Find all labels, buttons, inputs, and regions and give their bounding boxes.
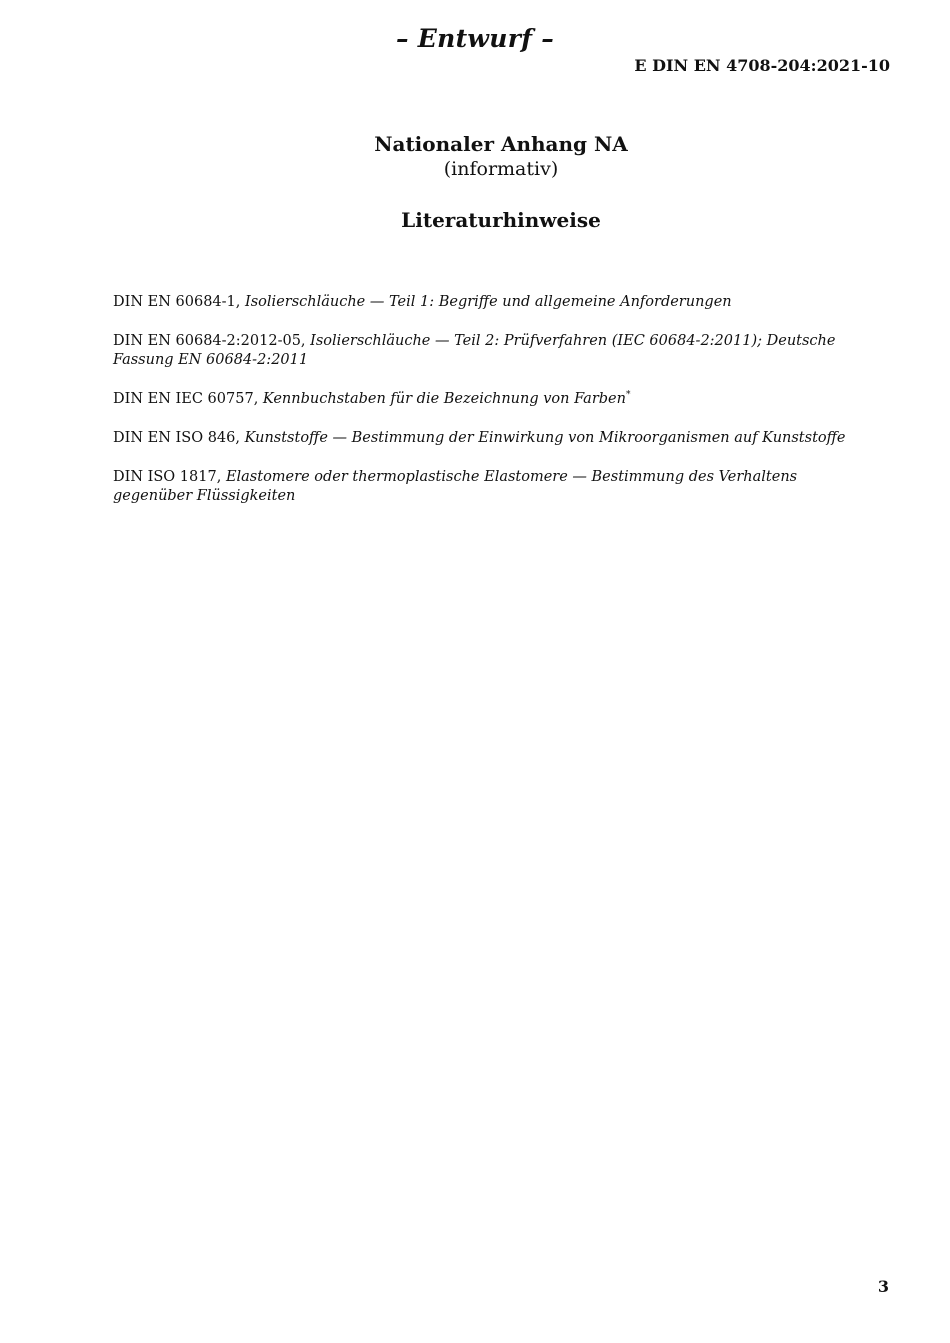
- reference-code: DIN EN IEC 60757: [113, 391, 254, 407]
- reference-title: Elastomere oder thermoplastische Elastomere — Bestimmung des Verhaltens gegenüber Flüssigkeiten: [113, 469, 798, 504]
- reference-code: DIN ISO 1817: [113, 469, 217, 485]
- reference-code: DIN EN 60684-1: [113, 294, 236, 310]
- annex-subtitle: (informativ): [443, 158, 559, 180]
- reference-item: DIN EN 60684-2:2012-05, Isolierschläuche — Teil 2: Prüfverfahren (IEC 60684-2:2011); Deutsche Fassung EN 60684-2:2011: [113, 333, 836, 368]
- reference-list: [113, 293, 873, 526]
- reference-footnote-mark: *: [625, 390, 631, 401]
- reference-code: DIN EN 60684-2:2012-05: [113, 333, 301, 349]
- reference-item: DIN EN 60684-1, Isolierschläuche — Teil 1: Begriffe und allgemeine Anforderungen: [113, 294, 732, 310]
- reference-item: DIN EN IEC 60757, Kennbuchstaben für die Bezeichnung von Farben*: [113, 390, 631, 407]
- page-number: 3: [877, 1277, 889, 1296]
- annex-title: Nationaler Anhang NA: [374, 132, 628, 156]
- reference-item: DIN ISO 1817, Elastomere oder thermoplastische Elastomere — Bestimmung des Verhaltens gegenüber Flüssigkeiten: [113, 469, 798, 504]
- section-title: Literaturhinweise: [401, 208, 601, 232]
- reference-title: Isolierschläuche — Teil 1: Begriffe und allgemeine Anforderungen: [245, 294, 732, 310]
- reference-title: Kennbuchstaben für die Bezeichnung von Farben: [262, 391, 626, 407]
- reference-item: DIN EN ISO 846, Kunststoffe — Bestimmung der Einwirkung von Mikroorganismen auf Kunststoffe: [113, 430, 846, 446]
- draft-watermark-label: – Entwurf –: [395, 24, 555, 53]
- reference-code: DIN EN ISO 846: [113, 430, 236, 446]
- reference-title: Isolierschläuche — Teil 2: Prüfverfahren (IEC 60684-2:2011); Deutsche Fassung EN 60684-2:2011: [113, 333, 836, 368]
- document-number: E DIN EN 4708-204:2021-10: [634, 56, 890, 75]
- reference-title: Kunststoffe — Bestimmung der Einwirkung von Mikroorganismen auf Kunststoffe: [244, 430, 846, 446]
